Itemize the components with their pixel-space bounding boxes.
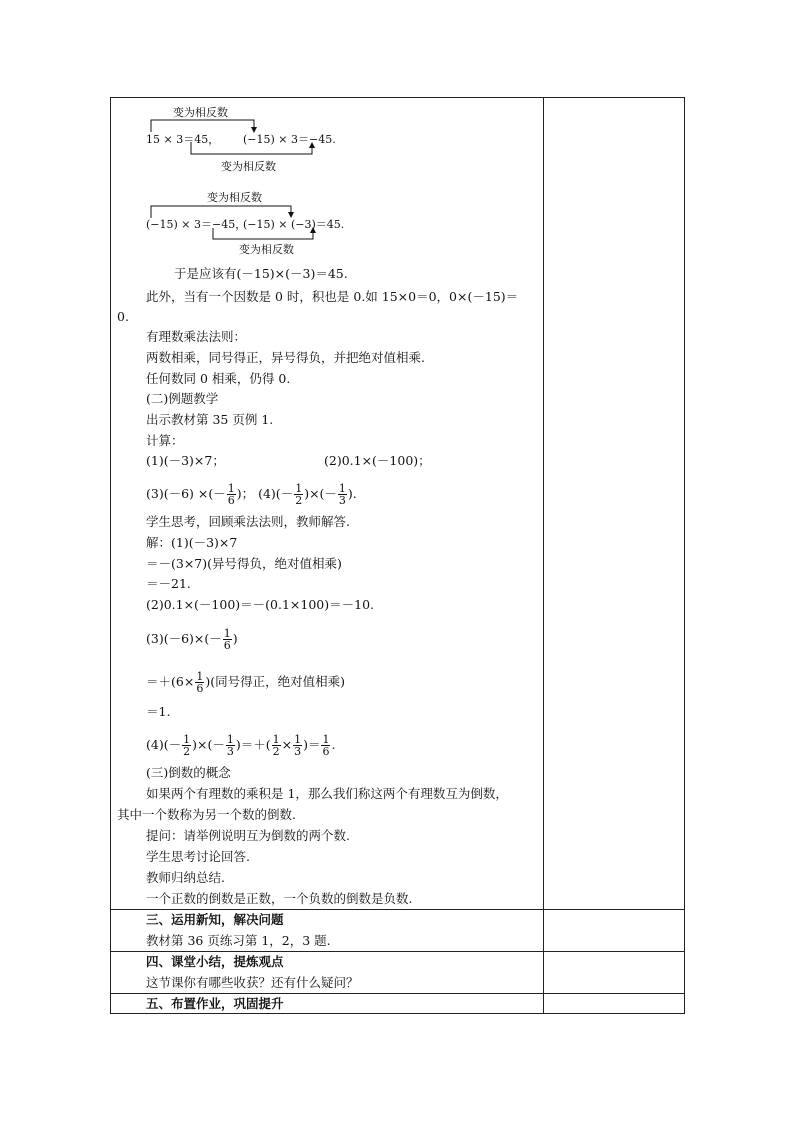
math-line: (4)(－ $\frac{1}{2}$ )×(－ $\frac{1}{3}$ )＝＋( $\frac{1}{2}$ × $\frac{1}{3}$ )＝ $\frac{1}{6}$ . xyxy=(146,733,336,758)
text-line: (三)倒数的概念 xyxy=(146,765,231,780)
diagram2-left-equation: (−15) × 3＝−45， xyxy=(146,218,247,231)
text-line: 于是应该有(－15)×(－3)＝45. xyxy=(174,266,348,281)
section-title: 五、布置作业，巩固提升 xyxy=(146,996,284,1011)
text-line: 一个正数的倒数是正数，一个负数的倒数是负数. xyxy=(146,891,413,906)
fraction: $\frac{1}{6}$ xyxy=(322,733,330,758)
text-line: 此外，当有一个因数是 0 时，积也是 0.如 15×0＝0，0×(－15)＝ xyxy=(146,289,519,304)
text-line: (二)例题教学 xyxy=(146,391,219,406)
text-line: (1)(－3)×7； xyxy=(146,453,225,468)
text-line: 0. xyxy=(117,309,129,324)
diagram2-top-label: 变为相反数 xyxy=(207,191,262,204)
fraction: $\frac{1}{3}$ xyxy=(294,733,302,758)
fraction: $\frac{1}{6}$ xyxy=(223,627,231,652)
text-line: 提问：请举例说明互为倒数的两个数. xyxy=(146,828,350,843)
lesson-table xyxy=(110,97,685,1014)
section-title: 四、课堂小结，提炼观点 xyxy=(146,954,284,969)
diagram1-bottom-label: 变为相反数 xyxy=(221,160,276,173)
fraction: $\frac{1}{6}$ xyxy=(227,482,235,507)
section-body: 这节课你有哪些收获？还有什么疑问？ xyxy=(146,975,359,990)
text-line: 如果两个有理数的乘积是 1，那么我们称这两个有理数互为倒数， xyxy=(146,786,508,801)
fraction: $\frac{1}{3}$ xyxy=(226,733,234,758)
math-line: (3)(－6)×(－ $\frac{1}{6}$ ) xyxy=(146,627,238,652)
diagram1-left-equation: 15 × 3＝45， xyxy=(146,133,220,146)
section-title: 三、运用新知，解决问题 xyxy=(146,912,284,927)
text-line: 任何数同 0 相乘，仍得 0. xyxy=(146,371,291,386)
text-line: ＝－21. xyxy=(146,576,191,591)
math-line: ＝＋(6× $\frac{1}{6}$ )(同号得正，绝对值相乘) xyxy=(146,670,345,695)
text-line: 学生思考讨论回答. xyxy=(146,849,250,864)
fraction: $\frac{1}{2}$ xyxy=(272,733,280,758)
diagram2-bottom-label: 变为相反数 xyxy=(239,243,294,256)
text-line: 教师归纳总结. xyxy=(146,870,225,885)
text-line: 其中一个数称为另一个数的倒数. xyxy=(117,807,296,822)
diagram1-right-equation: (−15) × 3＝−45. xyxy=(243,133,336,146)
diagram2-right-equation: (−15) × (−3)＝45. xyxy=(243,218,345,231)
fraction: $\frac{1}{2}$ xyxy=(183,733,191,758)
text-line: 计算： xyxy=(146,433,184,448)
text-line: 两数相乘，同号得正，异号得负，并把绝对值相乘. xyxy=(146,350,425,365)
fraction: $\frac{1}{6}$ xyxy=(196,670,204,695)
text-line: 有理数乘法法则： xyxy=(146,329,247,344)
fraction: $\frac{1}{2}$ xyxy=(295,482,303,507)
text-line: (2)0.1×(－100)； xyxy=(324,453,431,468)
section-body: 教材第 36 页练习第 1，2，3 题. xyxy=(146,933,331,948)
math-line: (3)(－6) ×(－ $\frac{1}{6}$ )； (4)(－ $\frac{1}{2}$ )×(－ $\frac{1}{3}$ ). xyxy=(146,482,357,507)
text-line: 解：(1)(－3)×7 xyxy=(146,535,238,550)
text-line: (2)0.1×(－100)＝－(0.1×100)＝－10. xyxy=(146,597,375,612)
fraction: $\frac{1}{3}$ xyxy=(338,482,346,507)
text-line: 学生思考，回顾乘法法则，教师解答. xyxy=(146,514,350,529)
text-line: ＝1. xyxy=(146,704,171,719)
text-line: ＝－(3×7)(异号得负，绝对值相乘) xyxy=(146,556,342,571)
diagram1-top-label: 变为相反数 xyxy=(173,106,228,119)
text-line: 出示教材第 35 页例 1. xyxy=(146,412,274,427)
